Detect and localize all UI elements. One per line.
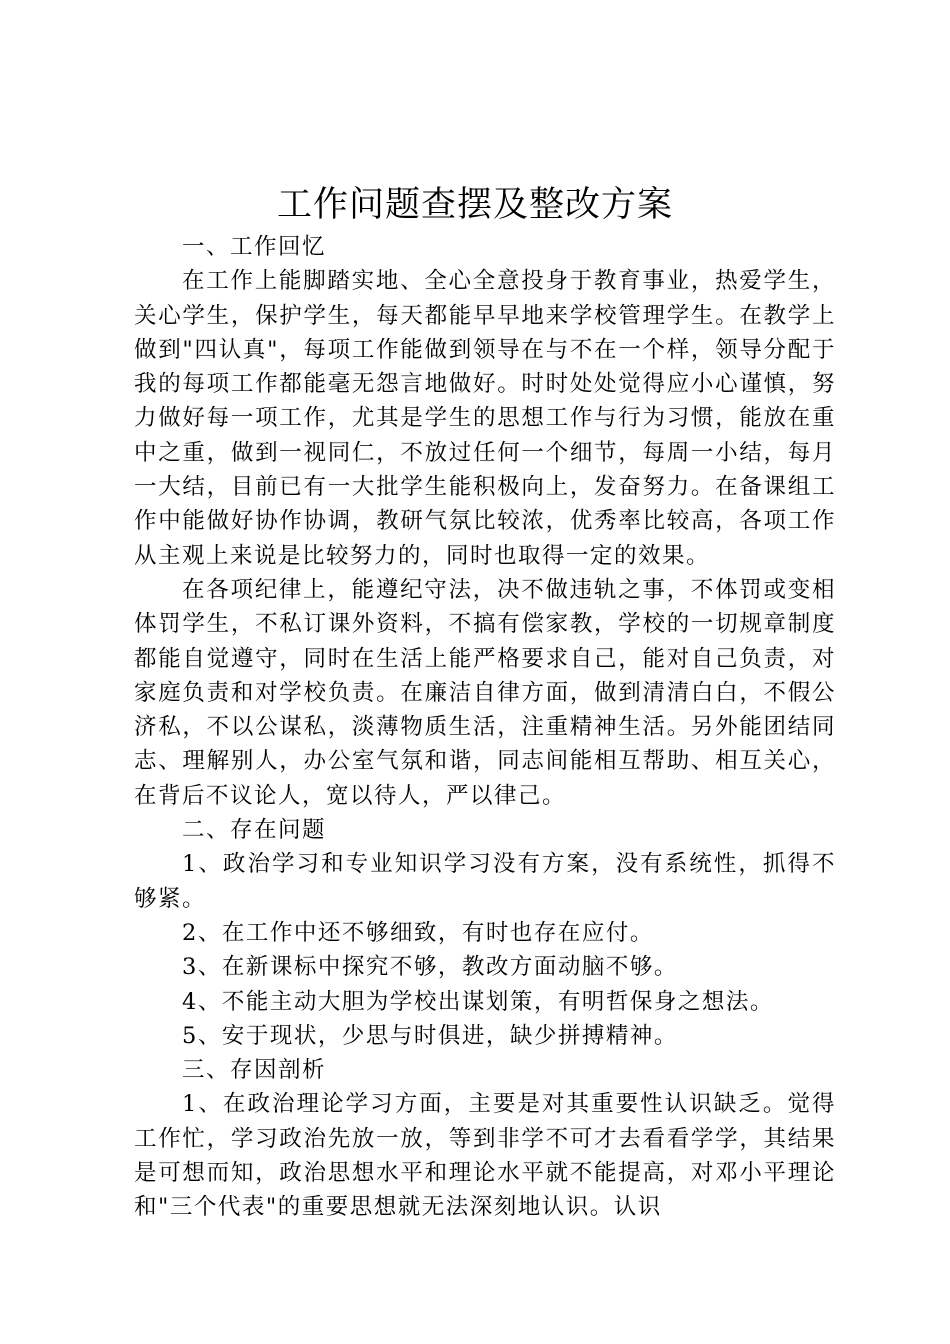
paragraph-work-attitude: 在工作上能脚踏实地、全心全意投身于教育事业，热爱学生，关心学生，保护学生，每天都能早早地来学校管理学生。在教学上做到"四认真"，每项工作能做到领导在与不在一个样，领导分配于我的每项工作都能毫无怨言地做好。时时处处觉得应小心谨慎，努力做好每一项工作，尤其是学生的思想工作与行为习惯，能放在重中之重，做到一视同仁，不放过任何一个细节，每周一小结，每月一大结，目前已有一大批学生能积极向上，发奋努力。在备课组工作中能做好协作协调，教研气氛比较浓，优秀率比较高，各项工作从主观上来说是比较努力的，同时也取得一定的效果。: [134, 268, 836, 569]
section-heading-work-review: 一、工作回忆: [182, 234, 327, 260]
section-heading-cause-analysis: 三、存因剖析: [182, 1057, 327, 1084]
problem-item-3: 3、在新课标中探究不够，教改方面动脑不够。: [182, 954, 678, 981]
paragraph-discipline: 在各项纪律上，能遵纪守法，决不做违轨之事，不体罚或变相体罚学生，不私订课外资料，不搞有偿家教，学校的一切规章制度都能自觉遵守，同时在生活上能严格要求自己，能对自己负责，对家庭负责和对学校负责。在廉洁自律方面，做到清清白白，不假公济私，不以公谋私，淡薄物质生活，注重精神生活。另外能团结同志、理解别人，办公室气氛和谐，同志间能相互帮助、相互关心，在背后不议论人，宽以待人，严以律己。: [134, 576, 836, 809]
problem-item-4: 4、不能主动大胆为学校出谋划策，有明哲保身之想法。: [182, 988, 774, 1015]
section-heading-existing-problems: 二、存在问题: [182, 817, 327, 844]
analysis-item-1: 1、在政治理论学习方面，主要是对其重要性认识缺乏。觉得工作忙，学习政治先放一放，等到非学不可才去看看学学，其结果是可想而知，政治思想水平和理论水平就不能提高，对邓小平理论和"三个代表"的重要思想就无法深刻地认识。认识: [134, 1091, 836, 1221]
document-title: 工作问题查摆及整改方案: [276, 185, 673, 225]
problem-item-1: 1、政治学习和专业知识学习没有方案，没有系统性，抓得不够紧。: [134, 851, 836, 912]
problem-item-5: 5、安于现状，少思与时俱进，缺少拼搏精神。: [182, 1022, 678, 1049]
document-body: [134, 230, 836, 1225]
problem-item-2: 2、在工作中还不够细致，有时也存在应付。: [182, 919, 654, 946]
